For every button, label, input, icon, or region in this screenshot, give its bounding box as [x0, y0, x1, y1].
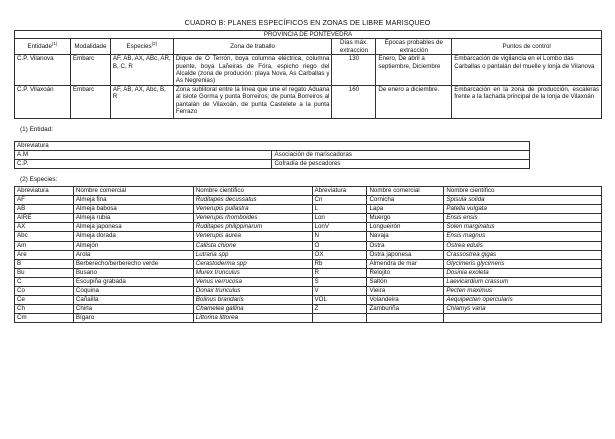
- cell-entidad: C.P. Vilanova: [15, 55, 71, 86]
- species-abbr: Co: [15, 287, 74, 296]
- header-abbr: Abreviatura: [15, 187, 74, 196]
- especies-section-label: (2) Especies:: [20, 176, 58, 183]
- table-row: [15, 232, 602, 241]
- table-row: [15, 305, 602, 314]
- cell-dias: 160: [332, 85, 376, 118]
- table-row: [15, 241, 602, 250]
- species-scientific: Ruditapes decussatus: [193, 196, 312, 205]
- species-common: Volandeira: [367, 296, 444, 305]
- table-row: [15, 314, 602, 323]
- species-abbr: Ce: [15, 296, 74, 305]
- species-common: Arola: [73, 250, 193, 259]
- cell-entidad: C.P. Vilaxoán: [15, 85, 71, 118]
- table-row: [15, 268, 602, 277]
- species-scientific: Pecten maximus: [444, 287, 602, 296]
- header-modalidad: Modalidade: [70, 39, 110, 55]
- plans-table: [14, 30, 602, 119]
- especies-legend-table: [14, 186, 602, 323]
- table-row: [15, 287, 602, 296]
- species-scientific: Venus verrucosa: [193, 277, 312, 286]
- species-common: Coquina: [73, 287, 193, 296]
- species-common: Almeja babosa: [73, 205, 193, 214]
- species-common: Chirla: [73, 305, 193, 314]
- table-row: [15, 142, 530, 151]
- especies-rows: [15, 196, 602, 323]
- species-scientific: Lutraria spp: [193, 250, 312, 259]
- entidad-abbr: C.P.: [15, 160, 272, 169]
- cell-epocas: Enero, De abril a septiembre, Diciembre: [376, 55, 452, 86]
- species-abbr: Cn: [312, 196, 367, 205]
- species-scientific: Patella vulgata: [444, 205, 602, 214]
- header-puntos: Puntos de control: [452, 39, 602, 55]
- header-zona: Zona de traballo: [173, 39, 332, 55]
- species-scientific: Murex trunculus: [193, 268, 312, 277]
- species-abbr: R: [312, 268, 367, 277]
- cell-puntos: Embarcación en la zona de producción, escaleras frente a la fachada principal de la lonja de Vilaxoán: [452, 85, 602, 118]
- cell-modalidad: Embarc: [70, 85, 110, 118]
- species-scientific: Venerupis aurea: [193, 232, 312, 241]
- species-abbr: S: [312, 277, 367, 286]
- species-abbr: VOL: [312, 296, 367, 305]
- species-common: Ostra: [367, 241, 444, 250]
- species-common: Almejón: [73, 241, 193, 250]
- species-abbr: Rb: [312, 259, 367, 268]
- table-row: [15, 296, 602, 305]
- species-scientific: Venerupis pullastra: [193, 205, 312, 214]
- species-common: Almeja rubia: [73, 214, 193, 223]
- species-abbr: Abc: [15, 232, 74, 241]
- species-common: Ostra japonesa: [367, 250, 444, 259]
- entidad-legend-header: Abreviatura: [15, 142, 530, 151]
- species-common: Zamburiña: [367, 305, 444, 314]
- species-scientific: Callista chione: [193, 241, 312, 250]
- species-abbr: AX: [15, 223, 74, 232]
- species-abbr: Z: [312, 305, 367, 314]
- species-abbr: AF: [15, 196, 74, 205]
- table-header-row: [15, 39, 602, 55]
- species-abbr: [312, 314, 367, 323]
- header-common: Nombre comercial: [73, 187, 193, 196]
- table-row: [15, 85, 602, 118]
- species-scientific: Ensis ensis: [444, 214, 602, 223]
- species-common: [367, 314, 444, 323]
- species-abbr: N: [312, 232, 367, 241]
- species-abbr: Lon: [312, 214, 367, 223]
- species-common: Almeja dorada: [73, 232, 193, 241]
- species-scientific: Crassostrea gigas: [444, 250, 602, 259]
- document-title: CUADRO B: PLANES ESPECÍFICOS EN ZONAS DE LIBRE MARISQUEO: [184, 18, 431, 27]
- species-scientific: Chamelea gallina: [193, 305, 312, 314]
- cell-especies: AF, AB, AX, ABc, AR, B, C, R: [110, 55, 173, 86]
- species-scientific: [444, 314, 602, 323]
- species-common: Almeja fina: [73, 196, 193, 205]
- species-common: Busano: [73, 268, 193, 277]
- species-scientific: Chlamys varia: [444, 305, 602, 314]
- species-common: Cañailla: [73, 296, 193, 305]
- species-common: Navaja: [367, 232, 444, 241]
- header-common: Nombre comercial: [367, 187, 444, 196]
- species-scientific: Ruditapes philippinarum: [193, 223, 312, 232]
- species-abbr: AIRE: [15, 214, 74, 223]
- species-scientific: Bolinus brandaris: [193, 296, 312, 305]
- table-row: [15, 151, 530, 160]
- species-common: Almendra de mar: [367, 259, 444, 268]
- species-abbr: LonV: [312, 223, 367, 232]
- table-row: [15, 205, 602, 214]
- species-common: Lapa: [367, 205, 444, 214]
- header-scientific: Nombre científico: [193, 187, 312, 196]
- entidad-abbr: A.M: [15, 151, 272, 160]
- species-common: Almeja japonesa: [73, 223, 193, 232]
- header-abbr: Abreviatura: [312, 187, 367, 196]
- cell-dias: 130: [332, 55, 376, 86]
- species-abbr: Are: [15, 250, 74, 259]
- species-abbr: Cm: [15, 314, 74, 323]
- cell-zona: Dique de O Terrón, boya columna eléctrica, columna puente, boya Lañeiras de Fóra, espicho riego del Alcalde (zona de produción: playa Nova, As Carballas y As Negrenias): [173, 55, 332, 86]
- species-common: Relojito: [367, 268, 444, 277]
- table-row: [15, 55, 602, 86]
- species-scientific: Solen marginatus: [444, 223, 602, 232]
- species-scientific: Donax trunculus: [193, 287, 312, 296]
- species-scientific: Venerupis rhomboides: [193, 214, 312, 223]
- species-scientific: Glycimeris glycimeris: [444, 259, 602, 268]
- species-common: Bígaro: [73, 314, 193, 323]
- species-abbr: Bu: [15, 268, 74, 277]
- species-common: Cornicha: [367, 196, 444, 205]
- table-row: [15, 277, 602, 286]
- header-dias: Días máx. extracción: [332, 39, 376, 55]
- species-scientific: Littorina littorea: [193, 314, 312, 323]
- header-especies: Especies$^{(2)}$: [110, 39, 173, 55]
- species-abbr: OX: [312, 250, 367, 259]
- species-scientific: Aequipecten opercularis: [444, 296, 602, 305]
- entidad-section-label: (1) Entidad:: [20, 126, 54, 133]
- cell-puntos: Embarcación de vigilancia en el Lombo das Carballas o pantalán del muelle y lonja de Vilanova: [452, 55, 602, 86]
- entidad-name: Cofradía de pescadores: [272, 160, 530, 169]
- species-common: Longueirón: [367, 223, 444, 232]
- species-scientific: Ostrea edulis: [444, 241, 602, 250]
- header-entidad: Entidade$^{(1)}$: [15, 39, 71, 55]
- species-abbr: V: [312, 287, 367, 296]
- species-scientific: Dosinia exoleta: [444, 268, 602, 277]
- species-abbr: Ch: [15, 305, 74, 314]
- table-row: [15, 196, 602, 205]
- cell-especies: AF, AB, AX, Abc, B, R: [110, 85, 173, 118]
- species-scientific: Ensis magnus: [444, 232, 602, 241]
- header-scientific: Nombre científico: [444, 187, 602, 196]
- cell-epocas: De enero a diciembre.: [376, 85, 452, 118]
- species-scientific: Laevicardium crassum: [444, 277, 602, 286]
- species-common: Muergo: [367, 214, 444, 223]
- province-header: PROVINCIA DE PONTEVEDRA: [15, 31, 602, 39]
- species-abbr: AB: [15, 205, 74, 214]
- species-abbr: L: [312, 205, 367, 214]
- cell-zona: Zona sublitoral entre la línea que une el regato Aduana al islote Gorma y punta Borreiros; de punta Borreiros al pantalán de Vilaxoán, de punta Castelete a la punta Ferrazo: [173, 85, 332, 118]
- species-common: Saltón: [367, 277, 444, 286]
- header-epocas: Épocas probables de extracción: [376, 39, 452, 55]
- species-common: Escupiña grabada: [73, 277, 193, 286]
- table-header-row: [15, 187, 602, 196]
- species-common: Vieira: [367, 287, 444, 296]
- species-scientific: Spisula solida: [444, 196, 602, 205]
- species-abbr: C: [15, 277, 74, 286]
- table-row: [15, 214, 602, 223]
- table-row: [15, 160, 530, 169]
- species-scientific: Cerastoderma spp: [193, 259, 312, 268]
- species-abbr: O: [312, 241, 367, 250]
- cell-modalidad: Embarc: [70, 55, 110, 86]
- entidad-legend-table: [14, 141, 530, 169]
- entidad-name: Asociación de mariscadoras: [272, 151, 530, 160]
- species-common: Berberecho/berberecho verde: [73, 259, 193, 268]
- table-row: [15, 223, 602, 232]
- species-abbr: Am: [15, 241, 74, 250]
- table-row: [15, 259, 602, 268]
- table-row: [15, 250, 602, 259]
- species-abbr: B: [15, 259, 74, 268]
